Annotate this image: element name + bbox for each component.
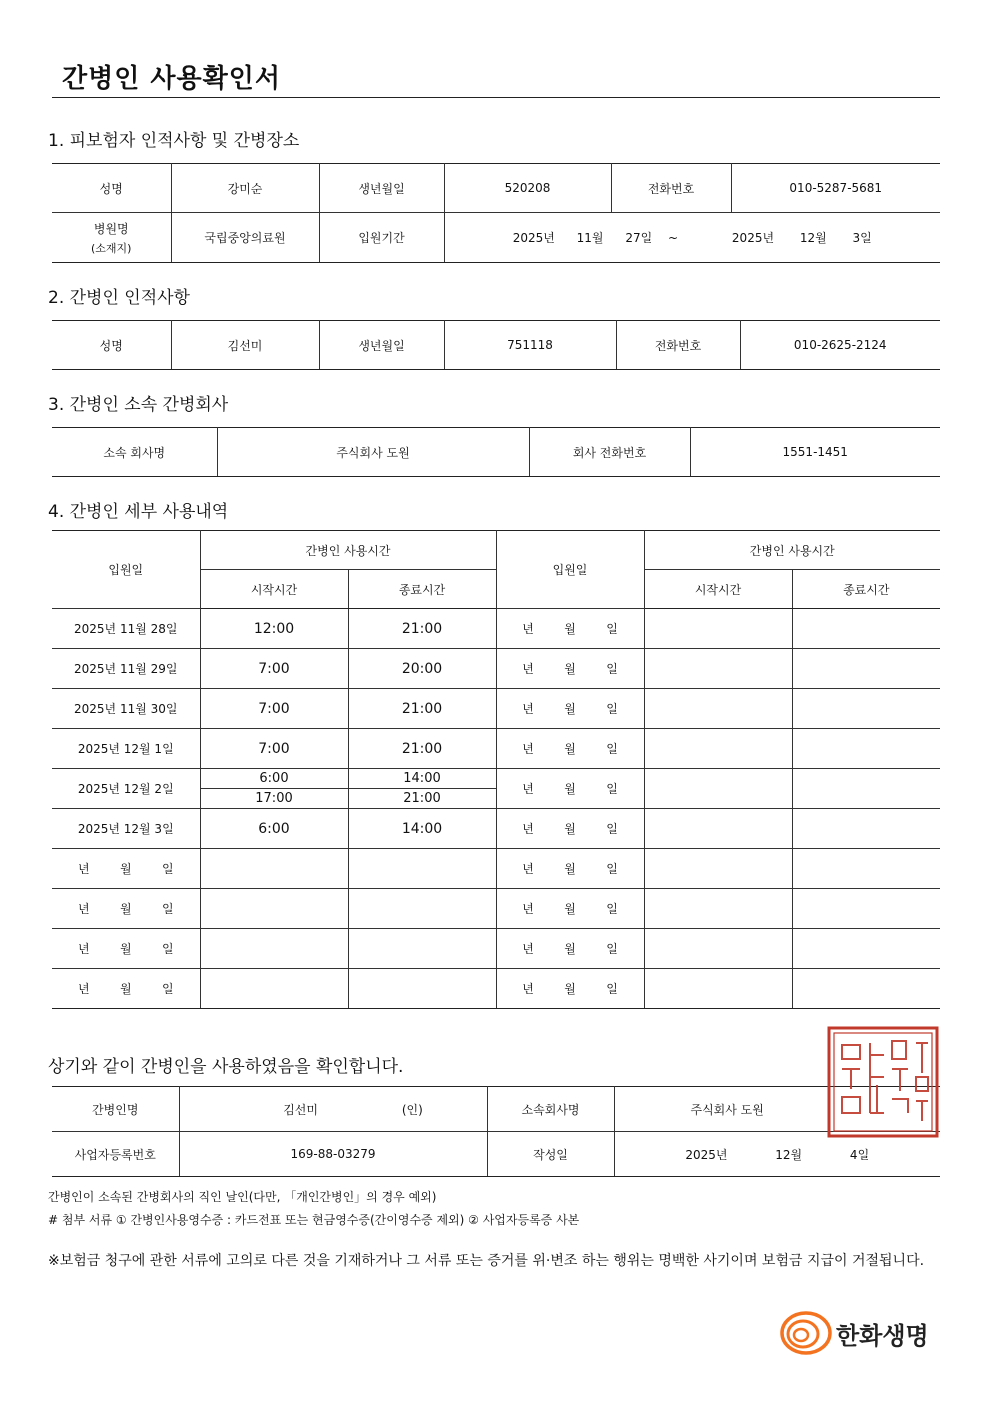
confirm-table — [52, 1086, 940, 1177]
caregiver-name: 김선미 — [171, 321, 319, 370]
empty-date-unit: 년 — [522, 902, 534, 916]
period-start: 2025년 11월 27일 — [512, 231, 653, 245]
empty-date-unit: 년 — [77, 902, 90, 916]
affiliation-label: 소속회사명 — [487, 1087, 614, 1132]
table-row — [52, 929, 940, 969]
empty-date-unit: 년 — [77, 942, 90, 956]
empty-date-unit: 년 — [522, 742, 534, 756]
right-end-empty — [792, 809, 940, 849]
section1-heading: 1. 피보험자 인적사항 및 간병장소 — [48, 131, 300, 151]
usage-start: 12:00 — [200, 609, 348, 649]
usage-end-empty — [348, 969, 496, 1009]
right-empty-date — [496, 849, 644, 889]
period-end: 2025년 12월 3일 — [731, 231, 872, 245]
hospital-sub-label: (소재지) — [91, 241, 132, 255]
empty-date-unit: 월 — [564, 942, 576, 956]
empty-date-unit: 일 — [606, 622, 618, 636]
right-empty-date — [496, 969, 644, 1009]
empty-date-unit: 년 — [77, 982, 90, 996]
section4-heading: 4. 간병인 세부 사용내역 — [48, 502, 229, 522]
left-empty-date — [52, 969, 200, 1009]
caregiver-sign-cell — [179, 1087, 487, 1132]
empty-date-unit: 년 — [522, 942, 534, 956]
empty-date-unit: 년 — [522, 702, 534, 716]
left-empty-date — [52, 849, 200, 889]
hospital-name: 국립중앙의료원 — [171, 213, 319, 263]
left-end-header: 종료시간 — [348, 570, 496, 609]
usage-start: 6:00 — [200, 809, 348, 849]
right-start-empty — [644, 889, 792, 929]
empty-date-unit: 월 — [564, 742, 576, 756]
usage-date: 2025년 12월 3일 — [52, 809, 200, 849]
right-usage-header: 간병인 사용시간 — [644, 531, 940, 570]
usage-end: 14:00 — [348, 809, 496, 849]
table-row — [52, 649, 940, 689]
page-title: 간병인 사용확인서 — [62, 64, 281, 94]
company-info-table — [52, 427, 940, 477]
usage-start-empty — [200, 849, 348, 889]
insured-phone: 010-5287-5681 — [731, 164, 940, 213]
usage-detail-table — [52, 530, 940, 1009]
usage-end: 20:00 — [348, 649, 496, 689]
empty-date-unit: 일 — [606, 782, 618, 796]
write-date-label: 작성일 — [487, 1132, 614, 1177]
right-start-empty — [644, 609, 792, 649]
seal-mark: (인) — [401, 1102, 423, 1117]
insured-name: 강미순 — [171, 164, 319, 213]
admission-period — [444, 213, 940, 263]
right-end-empty — [792, 889, 940, 929]
right-start-empty — [644, 689, 792, 729]
caregiver-sign-label: 간병인명 — [52, 1087, 179, 1132]
caregiver-birth: 751118 — [444, 321, 616, 370]
usage-rows — [52, 609, 940, 1009]
fraud-warning: ※보험금 청구에 관한 서류에 고의로 다른 것을 기재하거나 그 서류 또는 증거를 위·변조 하는 행위는 명백한 사기이며 보험금 지급이 거절됩니다. — [48, 1253, 925, 1269]
empty-date-unit: 월 — [564, 822, 576, 836]
usage-time: 21:00 — [403, 791, 441, 806]
company-name: 주식회사 도원 — [217, 428, 529, 477]
empty-date-unit: 월 — [119, 982, 132, 996]
usage-date: 2025년 11월 28일 — [52, 609, 200, 649]
right-end-empty — [792, 769, 940, 809]
caregiver-sign-name: 김선미 — [283, 1102, 318, 1117]
caregiver-name-label: 성명 — [52, 321, 171, 370]
empty-date-unit: 월 — [564, 862, 576, 876]
empty-date-unit: 월 — [119, 862, 132, 876]
usage-date: 2025년 12월 2일 — [52, 769, 200, 809]
left-empty-date — [52, 889, 200, 929]
empty-date-unit: 일 — [606, 662, 618, 676]
right-end-empty — [792, 609, 940, 649]
title-divider — [52, 97, 940, 98]
bizno: 169-88-03279 — [179, 1132, 487, 1177]
right-end-empty — [792, 849, 940, 889]
usage-date: 2025년 11월 29일 — [52, 649, 200, 689]
table-row — [52, 769, 940, 809]
right-start-header: 시작시간 — [644, 570, 792, 609]
insured-info-table — [52, 163, 940, 263]
usage-end-empty — [348, 929, 496, 969]
insured-birth: 520208 — [444, 164, 611, 213]
period-separator: ~ — [668, 231, 679, 245]
usage-end: 21:00 — [348, 729, 496, 769]
empty-date-unit: 년 — [522, 982, 534, 996]
insured-phone-label: 전화번호 — [611, 164, 731, 213]
insured-name-label: 성명 — [52, 164, 171, 213]
right-empty-date — [496, 809, 644, 849]
table-row — [52, 969, 940, 1009]
empty-date-unit: 일 — [606, 982, 618, 996]
left-admit-header: 입원일 — [52, 531, 200, 609]
empty-date-unit: 일 — [606, 702, 618, 716]
usage-start: 7:00 — [200, 649, 348, 689]
right-empty-date — [496, 649, 644, 689]
table-row — [52, 609, 940, 649]
insured-birth-label: 생년월일 — [319, 164, 444, 213]
left-start-header: 시작시간 — [200, 570, 348, 609]
usage-time: 6:00 — [201, 769, 348, 789]
empty-date-unit: 일 — [161, 862, 174, 876]
left-empty-date — [52, 929, 200, 969]
note-seal-requirement: 간병인이 소속된 간병회사의 직인 날인(다만, 「개인간병인」의 경우 예외) — [48, 1190, 437, 1204]
empty-date-unit: 일 — [606, 942, 618, 956]
caregiver-info-table — [52, 320, 940, 370]
usage-start: 7:00 — [200, 729, 348, 769]
right-end-empty — [792, 649, 940, 689]
empty-date-unit: 월 — [564, 622, 576, 636]
table-row — [52, 889, 940, 929]
empty-date-unit: 일 — [161, 942, 174, 956]
company-phone-label: 회사 전화번호 — [529, 428, 690, 477]
table-row — [52, 689, 940, 729]
company-name-label: 소속 회사명 — [52, 428, 217, 477]
right-start-empty — [644, 729, 792, 769]
brand-name: 한화생명 — [836, 1322, 929, 1350]
usage-end-empty — [348, 889, 496, 929]
empty-date-unit: 월 — [564, 982, 576, 996]
seal-graphic — [826, 1025, 940, 1139]
hospital-label-cell — [52, 213, 171, 263]
usage-start-cell — [200, 769, 348, 809]
usage-date: 2025년 11월 30일 — [52, 689, 200, 729]
right-empty-date — [496, 689, 644, 729]
empty-date-unit: 월 — [564, 662, 576, 676]
right-end-empty — [792, 929, 940, 969]
empty-date-unit: 년 — [522, 622, 534, 636]
section2-heading: 2. 간병인 인적사항 — [48, 288, 190, 308]
note-attachments: # 첨부 서류 ① 간병인사용영수증 : 카드전표 또는 현금영수증(간이영수증 제외) ② 사업자등록증 사본 — [48, 1213, 580, 1227]
affiliation-name: 주식회사 도원 — [614, 1087, 940, 1132]
empty-date-unit: 월 — [119, 942, 132, 956]
empty-date-unit: 일 — [606, 742, 618, 756]
right-start-empty — [644, 769, 792, 809]
table-row — [52, 729, 940, 769]
usage-start-empty — [200, 969, 348, 1009]
usage-time: 17:00 — [255, 791, 293, 806]
table-row — [52, 849, 940, 889]
right-start-empty — [644, 649, 792, 689]
hanwha-flame-icon — [778, 1308, 834, 1358]
confirm-statement: 상기와 같이 간병인을 사용하였음을 확인합니다. — [48, 1057, 404, 1077]
usage-start: 7:00 — [200, 689, 348, 729]
right-end-empty — [792, 729, 940, 769]
period-label: 입원기간 — [319, 213, 444, 263]
hospital-label: 병원명 — [93, 221, 129, 236]
empty-date-unit: 년 — [77, 862, 90, 876]
bizno-label: 사업자등록번호 — [52, 1132, 179, 1177]
left-usage-header: 간병인 사용시간 — [200, 531, 496, 570]
right-end-empty — [792, 689, 940, 729]
section3-heading: 3. 간병인 소속 간병회사 — [48, 395, 229, 415]
empty-date-unit: 월 — [564, 702, 576, 716]
right-start-empty — [644, 809, 792, 849]
right-end-empty — [792, 969, 940, 1009]
usage-start-empty — [200, 929, 348, 969]
usage-end: 21:00 — [348, 689, 496, 729]
right-end-header: 종료시간 — [792, 570, 940, 609]
empty-date-unit: 년 — [522, 862, 534, 876]
empty-date-unit: 월 — [119, 902, 132, 916]
empty-date-unit: 년 — [522, 782, 534, 796]
usage-date: 2025년 12월 1일 — [52, 729, 200, 769]
empty-date-unit: 일 — [606, 862, 618, 876]
empty-date-unit: 년 — [522, 822, 534, 836]
empty-date-unit: 년 — [522, 662, 534, 676]
company-phone: 1551-1451 — [690, 428, 940, 477]
empty-date-unit: 일 — [161, 982, 174, 996]
caregiver-phone: 010-2625-2124 — [740, 321, 940, 370]
caregiver-birth-label: 생년월일 — [319, 321, 444, 370]
usage-end-empty — [348, 849, 496, 889]
right-empty-date — [496, 769, 644, 809]
right-empty-date — [496, 929, 644, 969]
empty-date-unit: 일 — [161, 902, 174, 916]
right-admit-header: 입원일 — [496, 531, 644, 609]
write-date: 2025년 12월 4일 — [614, 1132, 940, 1177]
empty-date-unit: 일 — [606, 822, 618, 836]
right-start-empty — [644, 849, 792, 889]
empty-date-unit: 월 — [564, 782, 576, 796]
right-start-empty — [644, 969, 792, 1009]
right-empty-date — [496, 729, 644, 769]
right-start-empty — [644, 929, 792, 969]
usage-start-empty — [200, 889, 348, 929]
caregiver-phone-label: 전화번호 — [616, 321, 740, 370]
usage-end-cell — [348, 769, 496, 809]
empty-date-unit: 일 — [606, 902, 618, 916]
company-seal-stamp — [826, 1025, 940, 1139]
table-row — [52, 809, 940, 849]
empty-date-unit: 월 — [564, 902, 576, 916]
usage-time: 14:00 — [349, 769, 496, 789]
usage-end: 21:00 — [348, 609, 496, 649]
right-empty-date — [496, 609, 644, 649]
right-empty-date — [496, 889, 644, 929]
